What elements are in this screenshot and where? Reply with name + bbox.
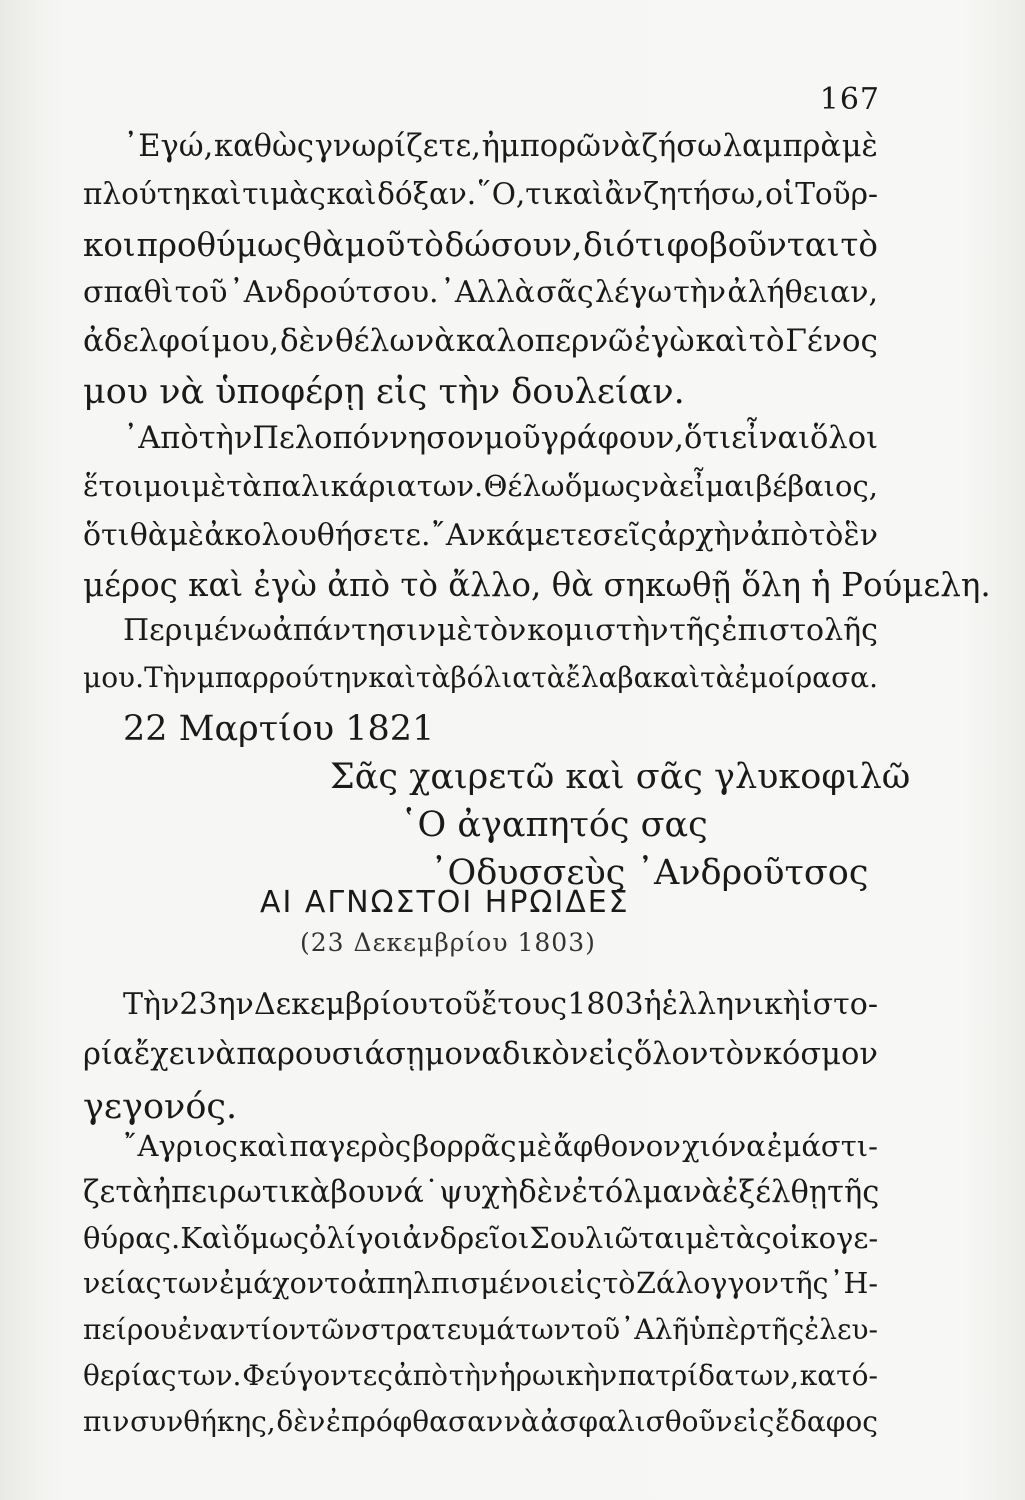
- word: ἀκολουθήσετε.: [204, 518, 431, 553]
- word: νὰ: [601, 129, 641, 164]
- word: ἀπηλπισμένοι: [357, 1267, 560, 1300]
- word: δώσουν,: [444, 226, 583, 264]
- word: ἱστο-: [800, 987, 878, 1022]
- word: καὶ: [239, 1129, 289, 1163]
- word: Ζάλογγον: [636, 1267, 779, 1300]
- word: μου,: [211, 323, 280, 359]
- word: τὸ: [840, 226, 878, 264]
- word: μὲ: [841, 129, 878, 164]
- word: συνθήκης,: [130, 1405, 276, 1438]
- word: μοῦ: [483, 421, 541, 456]
- word: τὸ: [602, 1267, 636, 1300]
- word: ῎Αν: [430, 518, 486, 553]
- word: τῆς: [827, 1175, 880, 1210]
- word: ἐναντίον: [177, 1313, 306, 1346]
- word: ὅλον: [633, 1037, 709, 1072]
- word: τὸν: [708, 1037, 763, 1072]
- text-line: [83, 1221, 879, 1255]
- word: 1803: [567, 987, 644, 1022]
- word: ἡρωικὴν: [498, 1359, 618, 1392]
- word: τὴν: [448, 1359, 499, 1392]
- word: χιόνα: [682, 1129, 766, 1163]
- word: μου.: [83, 661, 144, 694]
- word: ὅλοι: [810, 421, 879, 456]
- word: Καὶ: [180, 1221, 233, 1255]
- text-line: μέρος καὶ ἐγὼ ἀπὸ τὸ ἄλλο, θὰ σηκωθῇ ὅλη ἡ Ρούμελη.: [83, 566, 991, 604]
- word: ᾿Αλλὰ: [439, 275, 535, 310]
- word: τοῦ: [428, 987, 482, 1022]
- word: προθύμως: [136, 226, 302, 264]
- word: λαμπρὰ: [722, 129, 842, 164]
- word: ἔτους: [481, 987, 568, 1022]
- word: ὅμως: [232, 1221, 310, 1255]
- text-line: μου νὰ ὑποφέρῃ εἰς τὴν δουλείαν.: [83, 372, 685, 412]
- word: σπαθὶ: [83, 275, 174, 310]
- word: ἐμάστι-: [766, 1129, 878, 1163]
- word: νὰ: [196, 1037, 236, 1072]
- word: ῎Αγριος: [123, 1129, 238, 1163]
- word: ὀλίγοι: [309, 1221, 403, 1255]
- word: καὶ: [326, 177, 377, 211]
- text-line: [83, 469, 878, 503]
- text-line: [123, 613, 878, 648]
- word: ζητήσω,: [643, 177, 765, 211]
- word: βουνά˙: [330, 1175, 440, 1210]
- word: Δεκεμβρίου: [253, 987, 429, 1022]
- word: ἔλαβα: [565, 661, 653, 694]
- word: ἐμοίρασα.: [734, 661, 878, 694]
- word: Τὴν: [123, 987, 180, 1022]
- word: Θέλω: [483, 469, 565, 503]
- word: τὴν: [673, 275, 727, 310]
- word: ᾿Απὸ: [123, 421, 199, 456]
- word: ᾿Ανδρούτσου.: [228, 275, 439, 310]
- word: καλοπερνῶ: [456, 323, 634, 359]
- word: ψυχὴ: [439, 1175, 519, 1210]
- word: θὰ: [129, 518, 169, 553]
- page-number: 167: [819, 82, 880, 117]
- word: καὶ: [191, 177, 242, 211]
- word: τοῦ: [570, 1313, 621, 1346]
- word: οἰκογε-: [771, 1221, 879, 1255]
- word: βέβαιος,: [755, 469, 878, 503]
- word: νὰ: [641, 469, 679, 503]
- word: εἶναι: [731, 421, 811, 456]
- word: ἐλευ-: [804, 1313, 878, 1346]
- word: κοι: [83, 226, 136, 264]
- word: κατό-: [799, 1359, 878, 1392]
- word: τὰ: [415, 661, 451, 694]
- word: καὶ: [368, 661, 416, 694]
- word: ἐπρόφθασαν: [325, 1405, 504, 1438]
- word: τὸν: [473, 613, 527, 648]
- word: ἐμάχοντο: [219, 1267, 358, 1300]
- word: τὴν: [198, 421, 253, 456]
- word: ἐξέλθῃ: [722, 1175, 828, 1210]
- word: βορρᾶς: [412, 1129, 517, 1163]
- text-line: [83, 1313, 878, 1346]
- word: ἀνδρεῖοι: [402, 1221, 530, 1255]
- word: τὰ: [226, 469, 262, 503]
- word: μὲ: [685, 1221, 720, 1255]
- word: τὸ: [808, 518, 844, 553]
- word: πιν: [83, 1405, 130, 1438]
- word: θερίας: [83, 1359, 177, 1392]
- word: τῶν: [305, 1313, 362, 1346]
- word: τὰ: [115, 1175, 153, 1210]
- word: Σουλιῶται: [529, 1221, 686, 1255]
- word: εἰς: [588, 1037, 634, 1072]
- word: δόξαν.: [377, 177, 477, 211]
- word: ὅτι: [683, 421, 732, 456]
- word: τιμὰς: [242, 177, 326, 211]
- text-line: [123, 1129, 878, 1163]
- letter-signoff: ῾Ο ἀγαπητός σας: [400, 805, 708, 845]
- word: μὲ: [168, 518, 205, 553]
- word: τὰ: [531, 661, 566, 694]
- word: ἓν: [843, 518, 878, 553]
- word: τὰς: [719, 1221, 772, 1255]
- word: διότι: [583, 226, 666, 264]
- text-line: [83, 275, 878, 310]
- word: μὲ: [191, 469, 226, 503]
- text-line: [83, 1037, 878, 1072]
- text-line: [83, 177, 878, 211]
- word: γνωρίζετε,: [314, 129, 481, 164]
- word: θύρας.: [83, 1221, 181, 1255]
- text-line: [83, 518, 878, 553]
- word: μὲ: [517, 1129, 553, 1163]
- word: νὰ: [683, 1175, 723, 1210]
- word: Τοῦρ-: [795, 177, 878, 211]
- word: Φεύγοντες: [242, 1359, 393, 1392]
- word: ἐτόλμα: [571, 1175, 683, 1210]
- word: μοναδικὸν: [424, 1037, 589, 1072]
- word: Πελοπόννησον: [252, 421, 484, 456]
- word: δὲν: [518, 1175, 572, 1210]
- word: ἐπιστολῆς: [721, 613, 878, 648]
- word: εἶμαι: [678, 469, 756, 503]
- text-line: [83, 226, 878, 264]
- word: εἰς: [559, 1267, 602, 1300]
- word: καὶ: [652, 661, 701, 694]
- word: ἂν: [604, 177, 643, 211]
- word: των,: [734, 1359, 799, 1392]
- word: ἐγὼ: [634, 323, 695, 359]
- word: ζήσω: [641, 129, 722, 164]
- word: ᾿Εγώ,: [123, 129, 214, 164]
- word: κόσμον: [762, 1037, 878, 1072]
- word: καὶ: [695, 323, 748, 359]
- word: ᾿Η-: [829, 1267, 878, 1300]
- word: πείρου: [83, 1313, 178, 1346]
- word: ἀπὸ: [393, 1359, 448, 1392]
- word: των.: [177, 1359, 242, 1392]
- word: των: [162, 1267, 219, 1300]
- word: Περιμένω: [123, 613, 272, 648]
- word: παγερὸς: [289, 1129, 412, 1163]
- word: λέγω: [594, 275, 672, 310]
- letter-signature: ᾿Οδυσσεὺς ᾿Ανδροῦτσος: [430, 853, 869, 893]
- word: καθὼς: [214, 129, 314, 164]
- word: παρουσιάσῃ: [236, 1037, 425, 1072]
- word: ἔδαφος: [774, 1405, 878, 1438]
- word: μὲ: [436, 613, 473, 648]
- text-line: [83, 1175, 880, 1210]
- word: νὰ: [415, 323, 456, 359]
- word: δὲν: [276, 1405, 326, 1438]
- word: σᾶς: [536, 275, 594, 310]
- word: τῆς: [756, 1313, 805, 1346]
- word: ἠπειρωτικὰ: [152, 1175, 331, 1210]
- word: τῆς: [779, 1267, 829, 1300]
- word: ἄφθονον: [553, 1129, 681, 1163]
- word: πατρίδα: [617, 1359, 734, 1392]
- word: ἀδελφοί: [83, 323, 211, 359]
- word: ζε: [83, 1175, 116, 1210]
- text-line: [123, 129, 878, 164]
- word: τὸ: [748, 323, 785, 359]
- word: μοῦ: [344, 226, 406, 264]
- word: Γένος: [785, 323, 878, 359]
- word: κομιστὴν: [527, 613, 669, 648]
- text-line: [123, 987, 878, 1022]
- word: θὰ: [302, 226, 345, 264]
- word: γράφουν,: [540, 421, 684, 456]
- word: κάμετε: [486, 518, 593, 553]
- text-line: [123, 421, 879, 456]
- text-line: [83, 1405, 878, 1438]
- word: θέλω: [334, 323, 415, 359]
- word: οἱ: [765, 177, 795, 211]
- word: πλούτη: [83, 177, 191, 211]
- word: ἀλήθειαν,: [727, 275, 878, 310]
- text-line: [83, 1267, 878, 1300]
- word: των.: [416, 469, 484, 503]
- text-line: [83, 1359, 878, 1392]
- text-line: [83, 661, 878, 694]
- word: ἀπάντησιν: [272, 613, 437, 648]
- word: ἀπὸ: [750, 518, 809, 553]
- word: ἔχει: [133, 1037, 197, 1072]
- word: καὶ: [553, 177, 604, 211]
- word: τὰ: [700, 661, 735, 694]
- word: ἠμπορῶ: [481, 129, 601, 164]
- word: νείας: [83, 1267, 162, 1300]
- text-line: γεγονός.: [83, 1087, 238, 1127]
- word: σεῖς: [592, 518, 658, 553]
- word: φοβοῦνται: [666, 226, 840, 264]
- word: εἰς: [733, 1405, 775, 1438]
- word: δὲν: [279, 323, 335, 359]
- word: ἀσφαλισθοῦν: [540, 1405, 733, 1438]
- word: ὅμως: [564, 469, 642, 503]
- word: στρατευμάτων: [361, 1313, 571, 1346]
- word: τῆς: [669, 613, 721, 648]
- text-line: [83, 323, 878, 359]
- word: ἑλληνικὴ: [661, 987, 801, 1022]
- word: τοῦ: [174, 275, 228, 310]
- word: Τὴν: [144, 661, 197, 694]
- word: ὑπὲρ: [689, 1313, 757, 1346]
- section-subtitle: (23 Δεκεμβρίου 1803): [300, 928, 596, 957]
- word: ᾿Αλῆ: [620, 1313, 690, 1346]
- word: ἡ: [643, 987, 662, 1022]
- section-title: ΑΙ ΑΓΝΩΣΤΟΙ ΗΡΩΙΔΕΣ: [260, 885, 630, 920]
- word: μπαρρούτην: [196, 661, 369, 694]
- word: ρία: [83, 1037, 134, 1072]
- word: τὸ: [406, 226, 444, 264]
- letter-date: 22 Μαρτίου 1821: [123, 709, 435, 749]
- word: ὅτι: [83, 518, 130, 553]
- letter-closing: Σᾶς χαιρετῶ καὶ σᾶς γλυκοφιλῶ: [330, 757, 911, 797]
- word: νὰ: [503, 1405, 540, 1438]
- word: ῞Ο,τι: [476, 177, 554, 211]
- word: ἀρχὴν: [657, 518, 750, 553]
- word: ἕτοιμοι: [83, 469, 192, 503]
- word: βόλια: [450, 661, 532, 694]
- word: παλικάρια: [262, 469, 417, 503]
- word: 23ην: [179, 987, 254, 1022]
